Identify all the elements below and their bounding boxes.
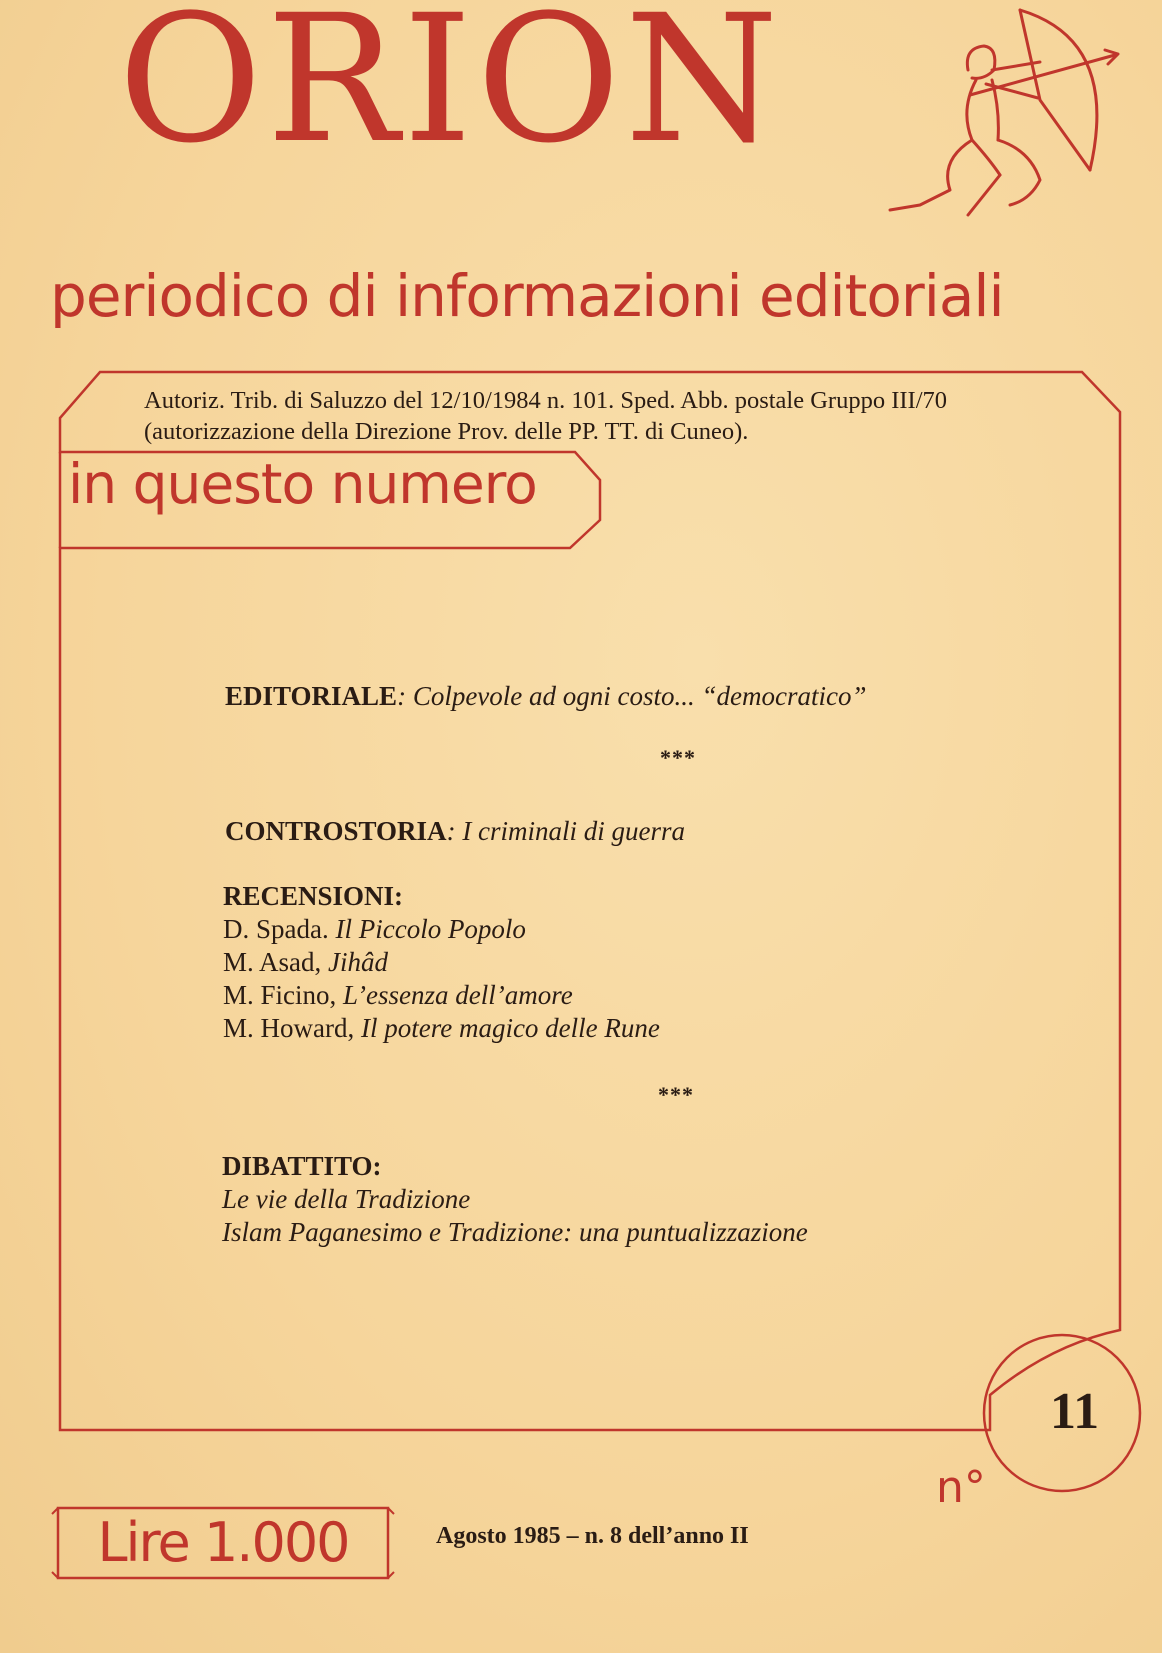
list-item: M. Ficino, L’essenza dell’amore (223, 980, 573, 1010)
magazine-subtitle: periodico di informazioni editoriali (50, 262, 1004, 330)
separator: *** (658, 1082, 694, 1107)
editoriale-entry: EDITORIALE: Colpevole ad ogni costo... “democratico” (225, 681, 867, 711)
separator: *** (660, 745, 696, 770)
section-label: EDITORIALE (225, 681, 398, 711)
issue-date: Agosto 1985 – n. 8 dell’anno II (436, 1523, 749, 1549)
issue-number-symbol: n° (936, 1462, 986, 1513)
magazine-title: ORION (118, 0, 783, 182)
list-item: Le vie della Tradizione (222, 1184, 471, 1214)
entry-title: Colpevole ad ogni costo... “democratico” (412, 681, 867, 711)
price-label: Lire 1.000 (97, 1511, 349, 1574)
list-item: D. Spada. Il Piccolo Popolo (223, 914, 526, 944)
section-label: RECENSIONI: (223, 881, 404, 911)
authorization-notice: Autoriz. Trib. di Saluzzo del 12/10/1984 n. 101. Sped. Abb. postale Gruppo III/70 (autorizzazione della Direzione Prov. delle PP. TT. di Cuneo). (144, 387, 947, 445)
list-item: M. Howard, Il potere magico delle Rune (223, 1013, 660, 1043)
controstoria-entry: CONTROSTORIA: I criminali di guerra (225, 816, 686, 846)
dibattito-section (222, 1150, 808, 1249)
section-label: DIBATTITO: (222, 1151, 382, 1181)
list-item: M. Asad, Jihâd (223, 947, 389, 977)
entry-title: I criminali di guerra (462, 816, 686, 846)
archer-logo-icon (880, 0, 1140, 230)
list-item: Islam Paganesimo e Tradizione: una puntualizzazione (222, 1217, 808, 1247)
recensioni-section (223, 880, 660, 1045)
contents-heading: in questo numero (68, 452, 537, 516)
section-label: CONTROSTORIA (225, 816, 447, 846)
issue-number: 11 (1050, 1383, 1100, 1440)
